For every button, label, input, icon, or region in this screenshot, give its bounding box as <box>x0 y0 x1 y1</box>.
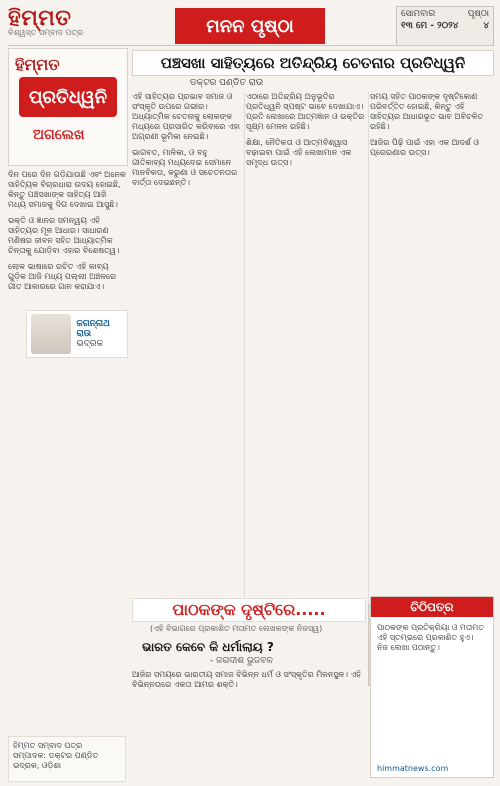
col2-paragraph-2: ଶିକ୍ଷା, ନୈତିକତା ଓ ଆତ୍ମବିଶ୍ୱାସ ବଢ଼ାଇବା ପାଇଁ ଏହି ଲେଖାମାନ ଏକ ସମୃଦ୍ଧ ଉତ୍ସ। <box>246 138 352 167</box>
date-value: ୧୩ ମେ - ୨୦୨୪ <box>401 21 459 31</box>
footer-info <box>8 736 126 782</box>
left-paragraph-3: ଲୋକ ଭାଷାରେ ରଚିତ ଏହି କାବ୍ୟ ଗୁଡ଼ିକ ଆଜି ମଧ୍ୟ ପଲ୍ଲୀ ଅଞ୍ଚଳରେ ଗୀତ ଆକାରରେ ଗାନ କରାଯାଏ। <box>8 262 117 291</box>
brand-subtitle: ଅଗଲେଖ <box>33 127 85 143</box>
column-2 <box>246 92 366 562</box>
reader-banner: ପାଠକଙ୍କ ଦୃଷ୍ଟିରେ..... <box>132 598 366 622</box>
col1-paragraph-2: ଭାଗବତ, ମାଳିକା, ଓ ବହୁ ଗୀତିକାବ୍ୟ ମଧ୍ୟଦେଇ ସେମାନେ ମାନବିକତା, କରୁଣା ଓ ସଚେତନତାର ବାର୍ତ୍ତା ଦେଇଛନ୍ତି। <box>132 148 238 187</box>
brand-title: ପ୍ରତିଧ୍ୱନି <box>19 77 117 117</box>
left-column <box>8 170 126 640</box>
footer-line-2: ସମ୍ପାଦକ: ଡକ୍ଟର ପଣ୍ଡିତ <box>13 751 99 760</box>
column-divider-2 <box>368 92 369 632</box>
day-label: ସୋମବାର <box>401 9 436 19</box>
column-3 <box>370 92 492 562</box>
col3-paragraph-2: ଆଜିର ପିଢ଼ି ପାଇଁ ଏହା ଏକ ଆଦର୍ଶ ଓ ପ୍ରେରଣାର ଉତ୍ସ। <box>370 138 479 157</box>
masthead-subtitle: ବିଶ୍ୱସ୍ତ ସମ୍ବାଦ ପତ୍ର <box>8 28 84 37</box>
col1-paragraph-1: ଏହି ସାହିତ୍ୟର ପ୍ରଭାବ ସମାଜ ଓ ସଂସ୍କୃତି ଉପରେ ଗଭୀର। ଅଧ୍ୟାତ୍ମିକ ଚେତନାକୁ ଲୋକଙ୍କ ମଧ୍ୟରେ ପ୍ରସାରିତ କରିବାରେ ଏହା ଅଗ୍ରଣୀ ଭୂମିକା ନେଇଛି। <box>132 92 240 141</box>
column-1 <box>132 92 242 562</box>
footer-line-3: ଭଦ୍ରକ, ଓଡ଼ିଶା <box>13 761 62 770</box>
reader-headline: ଭାରତ କେବେ କି ଧର୍ମାଲାୟ ? <box>142 640 274 654</box>
top-divider <box>8 45 492 46</box>
reader-note: (ଏହି ବିଭାଗରେ ପ୍ରକାଶିତ ମତାମତ ଲେଖକଙ୍କ ନିଜସ୍ୱ) <box>150 624 323 633</box>
article-byline: ଡକ୍ଟର ପଣ୍ଡିତ ରାଉ <box>190 78 264 88</box>
author-name: ଜଗନ୍ନାଥ ରାଉ <box>76 319 110 339</box>
reader-author: - ଜଗଦୀଶ ଭୁଜବଳ <box>210 656 273 666</box>
site-link[interactable]: himmatnews.com <box>377 764 449 773</box>
letters-body: ପାଠକଙ୍କ ପ୍ରତିକ୍ରିୟା ଓ ମତାମତ ଏହି ସ୍ତମ୍ଭରେ ପ୍ରକାଶିତ ହୁଏ। ନିଜ ଲେଖା ପଠାନ୍ତୁ। <box>377 623 484 652</box>
brand-logo: ହିମ୍ମତ <box>15 55 60 74</box>
date-box <box>396 6 494 46</box>
letters-title: ଚିଠିପତ୍ର <box>371 597 493 617</box>
section-title: ମନନ ପୃଷ୍ଠା <box>175 8 325 44</box>
column-divider-1 <box>244 92 245 632</box>
col3-paragraph-1: ସମୟ ସହିତ ପାଠକଙ୍କ ଦୃଷ୍ଟିକୋଣ ପରିବର୍ତ୍ତିତ ହୋଇଛି, କିନ୍ତୁ ଏହି ସାହିତ୍ୟର ଆଧାରଭୂତ ଭାବ ଅବିଚଳିତ ରହିଛି। <box>370 92 484 131</box>
author-photo <box>31 314 71 354</box>
masthead-logo: ହିମ୍ମତ <box>8 6 72 31</box>
author-place: ଭଦ୍ରକ <box>76 339 104 349</box>
page-number: ୪ <box>483 21 489 31</box>
author-text <box>77 319 127 349</box>
left-paragraph-1: ଦିନ ପରେ ଦିନ ଗଡ଼ିଯାଉଛି ଏବଂ ଅନେକ ସାହିତ୍ୟିକ ବିଚାରଧାରା ଉଦୟ ହୋଇଛି, କିନ୍ତୁ ପଞ୍ଚସଖାଙ୍କ ସାହିତ୍ୟ ଆଜି ମଧ୍ୟ ସମାଜକୁ ଦିଗ ଦେଖାଇ ଆସୁଛି। <box>8 170 126 209</box>
brand-panel <box>8 48 128 166</box>
masthead <box>8 6 128 44</box>
col2-paragraph-1: ଏଠାରେ ଅତିନ୍ଦ୍ରିୟ ଅନୁଭୂତିର ପ୍ରତିଧ୍ୱନି ସ୍ପଷ୍ଟ ଭାବେ ଦେଖାଯାଏ। ପ୍ରତି ଲେଖାରେ ଆତ୍ମଜ୍ଞାନ ଓ ଭକ୍ତିର ସୂକ୍ଷ୍ମ ମେଳନ ରହିଛି। <box>246 92 365 131</box>
reader-paragraph: ଆଜିର ସମୟରେ ଭାରତୀୟ ସମାଜ ବିଭିନ୍ନ ଧର୍ମ ଓ ସଂସ୍କୃତିର ମିଳନସ୍ଥଳ। ଏହି ବିଭିନ୍ନତାରେ ଏକତା ଆମର ଶକ୍ତି। <box>132 670 361 689</box>
footer-line-1: ହିମ୍ମତ ସମ୍ବାଦ ପତ୍ର <box>13 741 83 750</box>
left-paragraph-2: ଭକ୍ତି ଓ ଜ୍ଞାନର ସମନ୍ୱୟ ଏହି ସାହିତ୍ୟର ମୂଳ ଆଧାର। ସାଧାରଣ ମଣିଷର ଜୀବନ ସହିତ ଆଧ୍ୟାତ୍ମିକ ଚିନ୍ତାକୁ ଯୋଡ଼ିବା ଏହାର ବିଶେଷତ୍ୱ। <box>8 216 120 255</box>
reader-text <box>132 670 364 786</box>
letters-panel <box>370 596 494 778</box>
article-headline: ପଞ୍ଚସଖା ସାହିତ୍ୟରେ ଅତିନ୍ଦ୍ରିୟ ଚେତନାର ପ୍ରତିଧ୍ୱନି <box>132 50 494 76</box>
page-label: ପୃଷ୍ଠା <box>467 9 489 19</box>
author-box <box>26 310 128 358</box>
